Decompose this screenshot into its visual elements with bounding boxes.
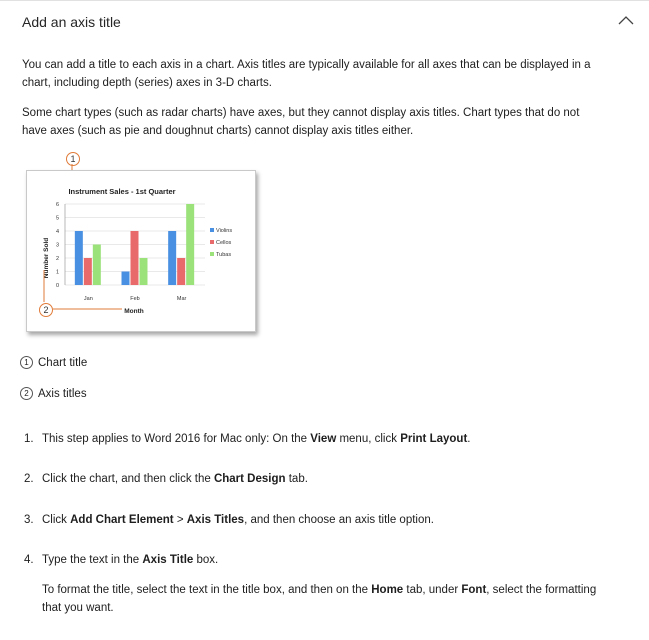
legend-swatch-violins <box>210 228 214 232</box>
callout-2-leader <box>30 270 130 320</box>
y-tick-label: 5 <box>55 215 59 222</box>
legend-axis-titles-label: Axis titles <box>38 387 87 400</box>
legend-swatch-cellos <box>210 240 214 244</box>
section-title: Add an axis title <box>22 14 121 30</box>
step-3: 3. Click Add Chart Element > Axis Titles, and then choose an axis title option. <box>24 514 434 526</box>
bar-cellos-feb <box>131 231 139 285</box>
legend-label-tubas: Tubas <box>216 252 232 258</box>
legend-label-violins: Violins <box>216 228 233 234</box>
legend-chart-title <box>20 356 87 369</box>
y-tick-label: 0 <box>55 283 59 289</box>
x-tick-label: Feb <box>130 296 140 302</box>
step-4: 4. Type the text in the Axis Title box. <box>24 554 219 566</box>
y-tick-label: 6 <box>55 202 59 208</box>
bar-tubas-mar <box>186 204 194 285</box>
x-axis-title: Month <box>124 308 144 315</box>
y-tick-label: 3 <box>55 242 59 249</box>
callout-1-badge: 1 <box>66 152 80 166</box>
callout-2-badge: 2 <box>39 303 53 317</box>
bar-cellos-mar <box>177 258 185 285</box>
intro-paragraph: You can add a title to each axis in a chart. Axis titles are typically available for all axes that can be displayed in a chart, including depth (series) axes in 3-D charts. <box>22 59 591 89</box>
chart-title: Instrument Sales - 1st Quarter <box>68 187 176 196</box>
top-border <box>0 0 649 1</box>
legend-chart-title-label: Chart title <box>38 356 88 369</box>
step-2: 2. Click the chart, and then click the Chart Design tab. <box>24 473 308 485</box>
x-tick-label: Jan <box>83 296 93 302</box>
y-tick-label: 4 <box>55 229 59 235</box>
bar-tubas-feb <box>140 258 148 285</box>
numbered-circle-icon: 2 <box>20 387 33 400</box>
numbered-circle-icon: 1 <box>20 356 33 369</box>
format-note: To format the title, select the text in the title box, and then on the Home tab, under Font, select the formatting that you want. <box>42 584 597 614</box>
y-tick-label: 1 <box>55 269 59 276</box>
bar-violins-mar <box>168 231 176 285</box>
x-tick-label: Mar <box>176 296 187 302</box>
chevron-up-icon[interactable] <box>616 12 636 28</box>
chart-types-paragraph: Some chart types (such as radar charts) have axes, but they cannot display axis titles. Chart types that do not have axes (such as pie and doughnut charts) cannot display axis titles either. <box>22 107 580 137</box>
legend-axis-titles <box>20 387 87 400</box>
legend-swatch-tubas <box>210 252 214 256</box>
step-1: 1. This step applies to Word 2016 for Mac only: On the View menu, click Print Layout. <box>24 433 471 445</box>
y-axis-title: Number Sold <box>43 237 50 279</box>
y-tick-label: 2 <box>55 256 59 262</box>
legend-label-cellos: Cellos <box>216 240 232 246</box>
